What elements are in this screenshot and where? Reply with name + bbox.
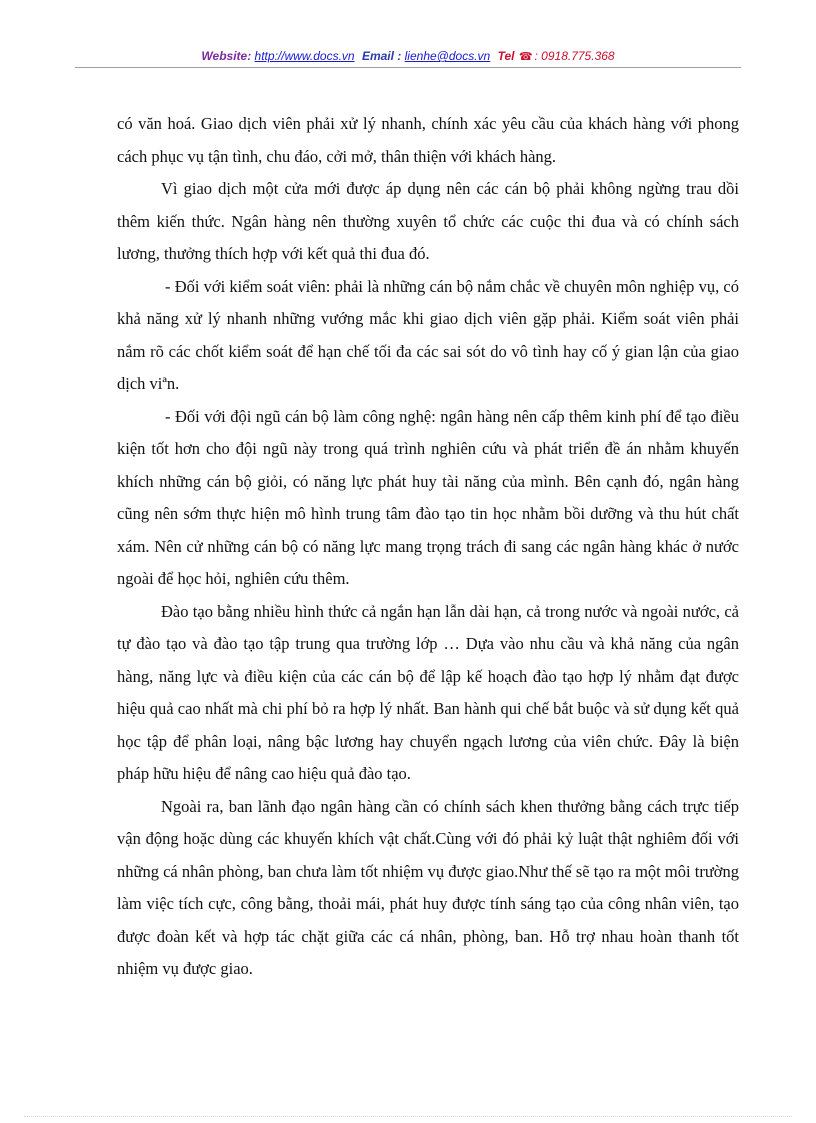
- paragraph-rewards: Ngoài ra, ban lãnh đạo ngân hàng cần có chính sách khen thưởng bằng cách trực tiếp vận động hoặc dùng các khuyến khích vật chất.Cùng với đó phải kỷ luật thật nghiêm đối với những cá nhân phòng, ban chưa làm tốt nhiệm vụ được giao.Như thế sẽ tạo ra một môi trường làm việc tích cực, công bằng, thoải mái, phát huy được tính sáng tạo của công nhân viên, tạo được đoàn kết và hợp tác chặt giữa các cá nhân, phòng, ban. Hỗ trợ nhau hoàn thanh tốt nhiệm vụ được giao.: [117, 796, 739, 978]
- tel-label: Tel: [497, 49, 515, 63]
- email-link[interactable]: lienhe@docs.vn: [404, 49, 491, 63]
- paragraph-training: Vì giao dịch một cửa mới được áp dụng nên các cán bộ phải không ngừng trau dồi thêm kiến thức. Ngân hàng nên thường xuyên tổ chức các cuộc thi đua và có chính sách lương, thưởng thích hợp với kết quả thi đua đó.: [117, 179, 739, 263]
- tel-value: : 0918.775.368: [534, 49, 615, 63]
- footer-divider: [24, 1116, 792, 1117]
- website-label: Website:: [201, 49, 252, 63]
- website-link[interactable]: http://www.docs.vn: [254, 49, 355, 63]
- email-label: Email :: [361, 49, 402, 63]
- page-header: [0, 48, 816, 65]
- paragraph-education-forms: Đào tạo bằng nhiều hình thức cả ngắn hạn lẫn dài hạn, cả trong nước và ngoài nước, cả tự đào tạo và đào tạo tập trung qua trường lớp … Dựa vào nhu cầu và khả năng của ngân hàng, năng lực và điều kiện của các cán bộ để lập kế hoạch đào tạo hợp lý nhằm đạt được hiệu quả cao nhất mà chi phí bỏ ra hợp lý nhất. Ban hành qui chế bắt buộc và sử dụng kết quả học tập để phân loại, nâng bậc lương hay chuyển ngạch lương của viên chức. Đây là biện pháp hữu hiệu để nâng cao hiệu quả đào tạo.: [117, 601, 739, 783]
- document-body: [117, 108, 739, 986]
- paragraph-continuation: có văn hoá. Giao dịch viên phải xử lý nhanh, chính xác yêu cầu của khách hàng với phong cách phục vụ tận tình, chu đáo, cởi mở, thân thiện với khách hàng.: [117, 114, 739, 166]
- paragraph-technology-staff: - Đối với đội ngũ cán bộ làm công nghệ: ngân hàng nên cấp thêm kinh phí để tạo điều kiện tốt hơn cho đội ngũ này trong quá trình nghiên cứu và phát triển đề án nhằm khuyến khích những cán bộ giỏi, có năng lực phát huy tài năng của mình. Bên cạnh đó, ngân hàng cũng nên sớm thực hiện mô hình trung tâm đào tạo tin học nhằm bồi dưỡng và thu hút chất xám. Nên cử những cán bộ có năng lực mang trọng trách đi sang các ngân hàng khác ở nước ngoài để học hỏi, nghiên cứu thêm.: [117, 406, 739, 588]
- header-divider: [75, 67, 741, 68]
- phone-icon: ☎: [518, 51, 533, 63]
- paragraph-controllers: - Đối với kiểm soát viên: phải là những cán bộ nắm chắc về chuyên môn nghiệp vụ, có khả năng xử lý nhanh những vướng mắc khi giao dịch viên gặp phải. Kiểm soát viên phải nắm rõ các chốt kiểm soát để hạn chế tối đa các sai sót do vô tình hay cố ý gian lận của giao dịch viªn.: [117, 276, 739, 393]
